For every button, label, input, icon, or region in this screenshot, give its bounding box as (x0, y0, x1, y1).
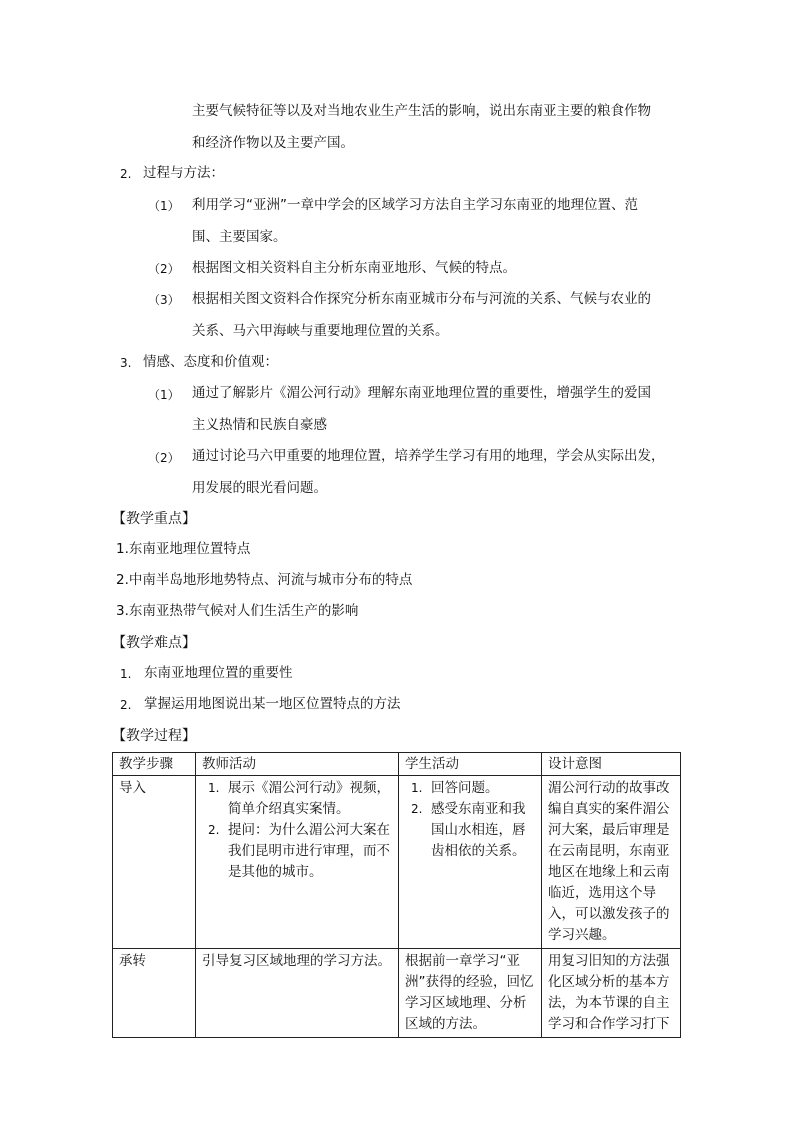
column-header-step: 教学步骤 (113, 753, 196, 776)
goal3-number: 3. (120, 356, 132, 370)
list-item (405, 799, 536, 862)
goal3-item1-number: （1） (148, 388, 180, 402)
design-intent-cell: 用复习旧知的方法强化区域分析的基本方法，为本节课的自主学习和合作学习打下 (542, 949, 681, 1038)
student-activity-cell (399, 776, 542, 949)
column-header-intent: 设计意图 (542, 753, 681, 776)
list-item (405, 778, 536, 799)
teaching-process-table (112, 752, 681, 1038)
list-number: 2. (208, 823, 220, 837)
goal2-item2-number: （2） (148, 262, 180, 276)
list-number: 1. (411, 781, 423, 795)
column-header-student: 学生活动 (399, 753, 542, 776)
goal2-number: 2. (120, 167, 132, 181)
list-text: 提问：为什么湄公河大案在我们昆明市进行审理，而不是其他的城市。 (228, 822, 390, 880)
goal2-item1-line2: 围、主要国家。 (192, 229, 287, 245)
step-cell: 导入 (113, 776, 196, 949)
column-header-teacher: 教师活动 (196, 753, 399, 776)
list-text: 回答问题。 (431, 780, 499, 796)
list-item (202, 778, 393, 820)
goal3-item1-line1: 通过了解影片《湄公河行动》理解东南亚地理位置的重要性，增强学生的爱国 (192, 385, 651, 401)
goal1-cont-line2: 和经济作物以及主要产国。 (192, 135, 354, 151)
goal2-item1-line1: 利用学习“亚洲”一章中学会的区域学习方法自主学习东南亚的地理位置、范 (192, 197, 638, 213)
table-header-row (113, 753, 681, 776)
student-activity-cell: 根据前一章学习“亚洲”获得的经验，回忆学习区域地理、分析区域的方法。 (399, 949, 542, 1038)
table-row (113, 776, 681, 949)
key-point-item: 2.中南半岛地形地势特点、河流与城市分布的特点 (116, 572, 413, 588)
goal2-title: 过程与方法： (143, 165, 224, 181)
list-number: 2. (411, 802, 423, 816)
goal2-item2-line1: 根据图文相关资料自主分析东南亚地形、气候的特点。 (192, 260, 516, 276)
goal1-cont-line1: 主要气候特征等以及对当地农业生产生活的影响，说出东南亚主要的粮食作物 (192, 103, 651, 119)
teacher-activity-cell (196, 776, 399, 949)
goal2-item3-number: （3） (148, 293, 180, 307)
goal2-item3-line2: 关系、马六甲海峡与重要地理位置的关系。 (192, 323, 449, 339)
step-cell: 承转 (113, 949, 196, 1038)
difficult-point-text: 东南亚地理位置的重要性 (144, 665, 293, 681)
difficult-point-number: 1. (120, 667, 132, 681)
difficult-point-text: 掌握运用地图说出某一地区位置特点的方法 (144, 696, 401, 712)
list-item (202, 820, 393, 883)
goal3-item2-line1: 通过讨论马六甲重要的地理位置，培养学生学习有用的地理，学会从实际出发， (192, 448, 665, 464)
goal3-item2-line2: 用发展的眼光看问题。 (192, 480, 327, 496)
goal3-item1-line2: 主义热情和民族自豪感 (192, 417, 327, 433)
teacher-activity-cell: 引导复习区域地理的学习方法。 (196, 949, 399, 1038)
list-text: 感受东南亚和我国山水相连，唇齿相依的关系。 (431, 801, 526, 859)
goal2-item1-number: （1） (148, 199, 180, 213)
goal3-item2-number: （2） (148, 451, 180, 465)
process-heading: 【教学过程】 (112, 728, 196, 744)
difficult-point-number: 2. (120, 698, 132, 712)
key-point-item: 3.东南亚热带气候对人们生活生产的影响 (116, 603, 359, 619)
key-points-heading: 【教学重点】 (112, 511, 196, 527)
goal3-title: 情感、态度和价值观： (143, 354, 278, 370)
list-number: 1. (208, 781, 220, 795)
design-intent-cell: 湄公河行动的故事改编自真实的案件湄公河大案，最后审理是在云南昆明，东南亚地区在地缘上和云南临近，选用这个导入，可以激发孩子的学习兴趣。 (542, 776, 681, 949)
goal2-item3-line1: 根据相关图文资料合作探究分析东南亚城市分布与河流的关系、气候与农业的 (192, 291, 651, 307)
table-row (113, 949, 681, 1038)
difficult-points-heading: 【教学难点】 (112, 635, 196, 651)
list-text: 展示《湄公河行动》视频，简单介绍真实案情。 (228, 780, 390, 817)
key-point-item: 1.东南亚地理位置特点 (116, 541, 251, 557)
